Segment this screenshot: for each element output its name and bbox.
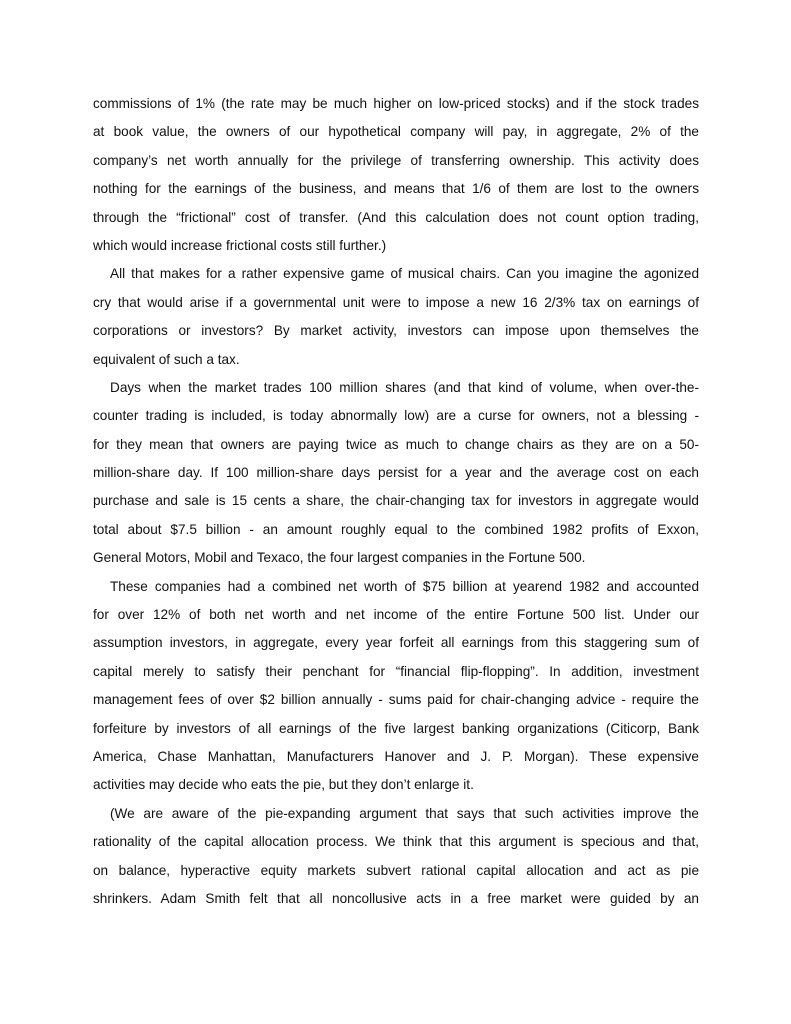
text-line: counter trading is included, is today abnormally low) are a curse for owners, not a blessing - (93, 408, 699, 424)
text-line: General Motors, Mobil and Texaco, the four largest companies in the Fortune 500. (93, 550, 586, 566)
text-line: activities may decide who eats the pie, but they don’t enlarge it. (93, 777, 474, 793)
text-line: through the “frictional” cost of transfer. (And this calculation does not count option trading, (93, 209, 699, 225)
text-line: shrinkers. Adam Smith felt that all noncollusive acts in a free market were guided by an (93, 890, 699, 906)
text-line: on balance, hyperactive equity markets subvert rational capital allocation and act as pie (93, 862, 699, 878)
text-line: rationality of the capital allocation process. We think that this argument is specious and that, (93, 834, 699, 850)
paragraph-musical-chairs (93, 260, 699, 374)
text-line: purchase and sale is 15 cents a share, the chair-changing tax for investors in aggregate would (93, 493, 699, 509)
text-line: commissions of 1% (the rate may be much higher on low-priced stocks) and if the stock trades (93, 96, 699, 111)
text-line: forfeiture by investors of all earnings of the five largest banking organizations (Citicorp, Bank (93, 720, 699, 736)
text-line: total about $7.5 billion - an amount roughly equal to the combined 1982 profits of Exxon, (93, 521, 699, 537)
text-line: assumption investors, in aggregate, every year forfeit all earnings from this staggering sum of (93, 635, 699, 651)
text-line: (We are aware of the pie-expanding argument that says that such activities improve the (110, 805, 699, 821)
text-line: company’s net worth annually for the privilege of transferring ownership. This activity does (93, 152, 699, 168)
text-line: corporations or investors? By market activity, investors can impose upon themselves the (93, 323, 699, 339)
text-line: at book value, the owners of our hypothetical company will pay, in aggregate, 2% of the (93, 124, 699, 140)
text-line: equivalent of such a tax. (93, 351, 240, 367)
paragraph-fortune-500 (93, 573, 699, 800)
text-line: for they mean that owners are paying twice as much to change chairs as they are on a 50- (93, 436, 699, 452)
text-line: management fees of over $2 billion annually - sums paid for chair-changing advice - require the (93, 692, 699, 708)
paragraph-trading-volume (93, 374, 699, 573)
text-line: capital merely to satisfy their penchant for “financial flip-flopping”. In addition, investment (93, 663, 699, 679)
text-line: nothing for the earnings of the business, and means that 1/6 of them are lost to the owners (93, 181, 699, 197)
text-line: These companies had a combined net worth of $75 billion at yearend 1982 and accounted (110, 578, 699, 594)
paragraph-pie-expanding (93, 800, 699, 914)
text-line: America, Chase Manhattan, Manufacturers Hanover and J. P. Morgan). These expensive (93, 748, 699, 764)
text-line: million-share day. If 100 million-share days persist for a year and the average cost on each (93, 465, 699, 481)
text-line: cry that would arise if a governmental unit were to impose a new 16 2/3% tax on earnings of (93, 294, 699, 310)
text-line: for over 12% of both net worth and net income of the entire Fortune 500 list. Under our (93, 607, 699, 623)
text-line: All that makes for a rather expensive game of musical chairs. Can you imagine the agonized (110, 266, 699, 282)
text-line: which would increase frictional costs still further.) (93, 237, 387, 253)
document-page (93, 90, 699, 913)
paragraph-commissions (93, 90, 699, 260)
text-line: Days when the market trades 100 million shares (and that kind of volume, when over-the- (110, 379, 699, 395)
